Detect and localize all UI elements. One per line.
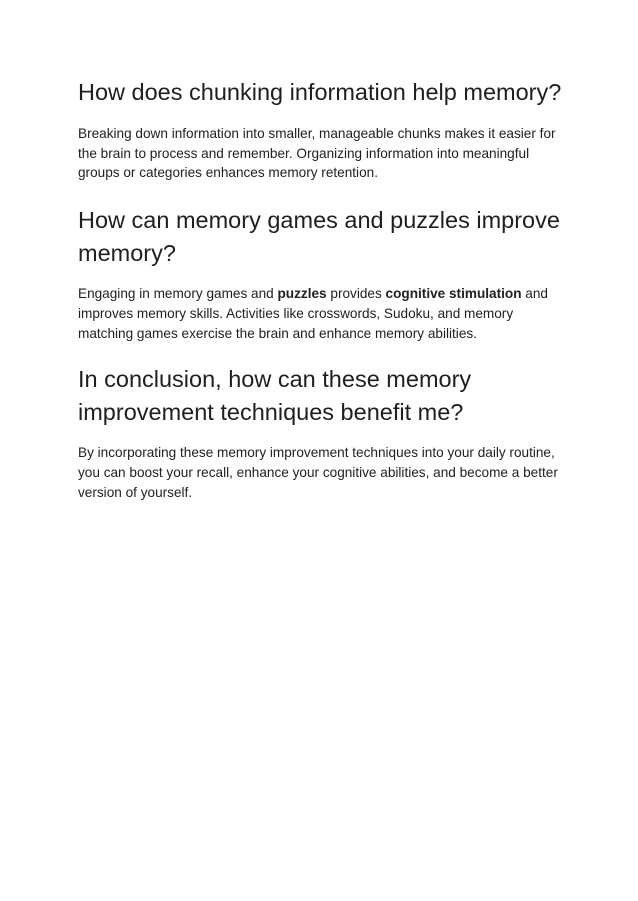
section-body: [78, 284, 568, 343]
body-text: provides: [326, 286, 386, 302]
section-body: Breaking down information into smaller, manageable chunks makes it easier for the brain to process and remember. Organizing information into meaningful groups or categories enhances memory retention.: [78, 126, 556, 181]
section-heading: In conclusion, how can these memory improvement techniques benefit me?: [78, 366, 472, 426]
bold-term-cognitive-stimulation: cognitive stimulation: [385, 286, 522, 302]
section-body: By incorporating these memory improvement techniques into your daily routine, you can boost your recall, enhance your cognitive abilities, and become a better version of yourself.: [78, 445, 558, 500]
section-conclusion: [78, 363, 568, 502]
section-chunking: [78, 76, 568, 183]
document-content: [78, 76, 568, 502]
section-heading: How can memory games and puzzles improve memory?: [78, 207, 560, 267]
body-text: and improves memory skills. Activities like crosswords, Sudoku, and memory matching games exercise the brain and enhance memory abilities.: [78, 286, 548, 341]
section-memory-games: [78, 204, 568, 343]
section-heading: How does chunking information help memory?: [78, 79, 562, 105]
body-text: Engaging in memory games and: [78, 286, 278, 302]
bold-term-puzzles: puzzles: [277, 286, 327, 302]
